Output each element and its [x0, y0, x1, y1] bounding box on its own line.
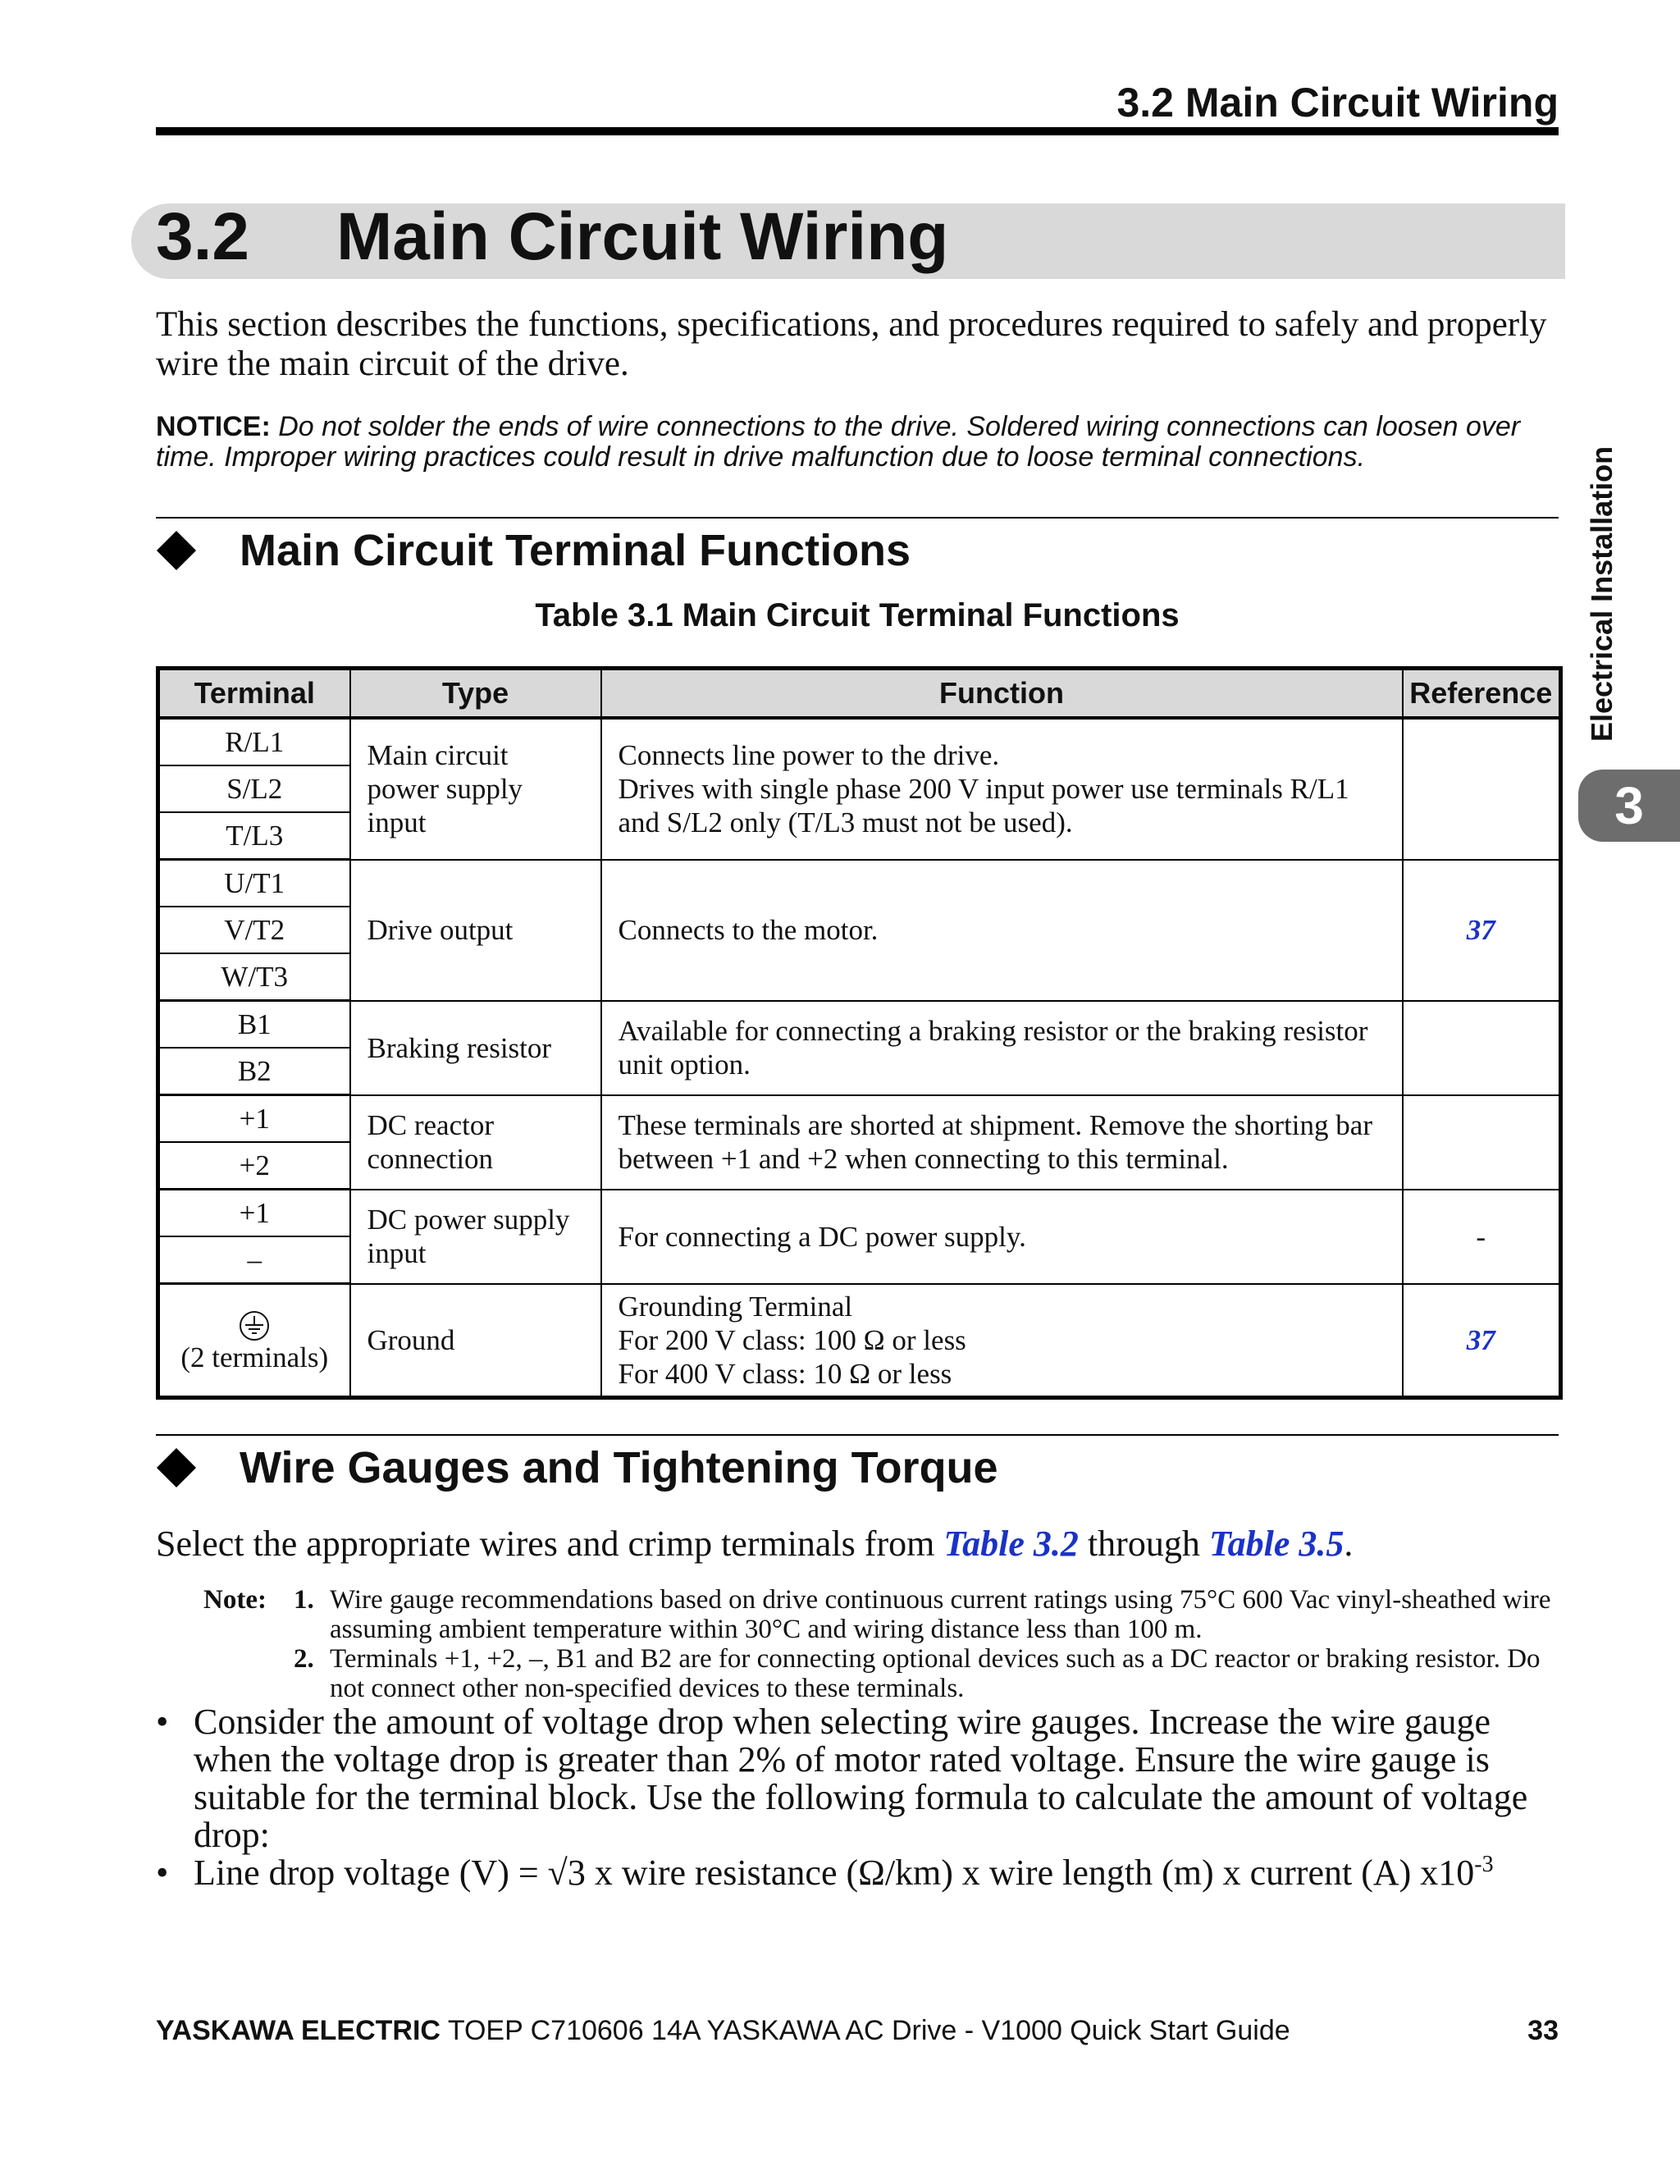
formula-exponent: -3 — [1474, 1852, 1494, 1877]
subsection-title: Main Circuit Terminal Functions — [240, 526, 911, 575]
type-cell: Main circuit power supply input — [350, 718, 601, 860]
function-line: For 200 V class: 100 Ω or less — [618, 1323, 966, 1356]
page-reference-link[interactable]: 37 — [1466, 914, 1495, 946]
function-line: Drives with single phase 200 V input power use terminals R/L1 and S/L2 only (T/L3 must not be used). — [618, 773, 1349, 839]
type-cell: Drive output — [350, 860, 601, 1001]
bullet-text — [194, 1854, 1494, 1892]
page-reference-link[interactable]: 37 — [1466, 1323, 1495, 1356]
column-header: Type — [350, 669, 601, 719]
terminal-cell: – — [158, 1236, 350, 1284]
reference-cell — [1403, 1284, 1561, 1398]
header-rule — [156, 127, 1559, 135]
subsection-title: Wire Gauges and Tightening Torque — [240, 1443, 998, 1492]
bullet-text: Consider the amount of voltage drop when selecting wire gauges. Increase the wire gauge when the voltage drop is greater than 2% of motor rated voltage. Ensure the wire gauge is suitable for the terminal block. Use the following formula to calculate the amount of voltage drop: — [194, 1702, 1528, 1855]
wire-gauge-intro — [156, 1523, 1567, 1565]
intro-text: Select the appropriate wires and crimp terminals from — [156, 1524, 944, 1564]
function-line: Connects to the motor. — [618, 914, 879, 946]
column-header: Terminal — [158, 669, 350, 719]
function-line: These terminals are shorted at shipment. Remove the shorting bar between +1 and +2 when connecting to this terminal. — [618, 1109, 1372, 1175]
type-cell: DC power supply input — [350, 1190, 601, 1284]
intro-text: through — [1078, 1524, 1209, 1564]
note-item — [203, 1644, 1565, 1703]
terminal-cell — [158, 1284, 350, 1398]
notice-label: NOTICE: — [156, 411, 271, 442]
section-number: 3.2 — [156, 199, 249, 274]
table-row — [158, 1095, 1561, 1143]
chapter-tab[interactable]: 3 — [1578, 770, 1680, 842]
table-row — [158, 1284, 1561, 1398]
terminal-cell: +1 — [158, 1095, 350, 1143]
reference-cell — [1403, 1095, 1561, 1190]
table-row — [158, 1190, 1561, 1237]
divider — [156, 517, 1559, 519]
terminal-cell: W/T3 — [158, 953, 350, 1001]
function-line: For connecting a DC power supply. — [618, 1220, 1026, 1253]
diamond-bullet-icon — [157, 1448, 196, 1487]
subsection-heading-terminals — [156, 525, 911, 576]
section-intro: This section describes the functions, specifications, and procedures required to safely and properly wire the main circuit of the drive. — [156, 305, 1547, 383]
terminal-cell: T/L3 — [158, 812, 350, 860]
function-line: Available for connecting a braking resistor or the braking resistor unit option. — [618, 1015, 1368, 1081]
terminal-cell: S/L2 — [158, 765, 350, 812]
table-link[interactable]: Table 3.2 — [943, 1524, 1079, 1564]
function-line: For 400 V class: 10 Ω or less — [618, 1357, 952, 1390]
notes-block — [203, 1585, 1565, 1703]
column-header: Reference — [1403, 669, 1561, 719]
reference-cell — [1403, 1001, 1561, 1095]
note-text: Terminals +1, +2, –, B1 and B2 are for connecting optional devices such as a DC reactor or braking resistor. Do not connect other non-specified devices to these terminals. — [330, 1644, 1541, 1703]
function-line: Connects line power to the drive. — [618, 739, 1000, 772]
function-cell — [601, 718, 1403, 860]
list-item — [156, 1703, 1567, 1854]
terminal-cell: +1 — [158, 1190, 350, 1237]
bullet-list — [156, 1703, 1567, 1892]
reference-cell — [1403, 860, 1561, 1001]
terminal-cell: U/T1 — [158, 860, 350, 907]
function-cell — [601, 1284, 1403, 1398]
ground-symbol-icon — [240, 1311, 269, 1341]
intro-text: . — [1344, 1524, 1354, 1564]
bullet-dot-icon: • — [156, 1702, 169, 1742]
terminal-functions-table — [156, 666, 1563, 1400]
note-number: 2. — [294, 1644, 314, 1674]
table-caption: Table 3.1 Main Circuit Terminal Functions — [535, 597, 1180, 633]
note-label: Note: — [203, 1585, 267, 1615]
running-header: 3.2 Main Circuit Wiring — [1116, 80, 1559, 126]
column-header: Function — [601, 669, 1403, 719]
function-cell — [601, 1095, 1403, 1190]
terminal-cell: V/T2 — [158, 907, 350, 953]
function-cell — [601, 1001, 1403, 1095]
terminal-count: (2 terminals) — [180, 1341, 329, 1373]
note-number: 1. — [294, 1585, 314, 1615]
page-footer — [156, 2015, 1559, 2047]
type-cell: Ground — [350, 1284, 601, 1398]
type-cell: Braking resistor — [350, 1001, 601, 1095]
divider — [156, 1434, 1559, 1436]
note-text: Wire gauge recommendations based on drive continuous current ratings using 75°C 600 Vac vinyl-sheathed wire assuming ambient temperature within 30°C and wiring distance less than 100 m. — [330, 1585, 1551, 1644]
type-cell: DC reactor connection — [350, 1095, 601, 1190]
function-line: Grounding Terminal — [618, 1290, 853, 1323]
footer-doc: TOEP C710606 14A YASKAWA AC Drive - V1000 Quick Start Guide — [440, 2015, 1290, 2046]
diamond-bullet-icon — [157, 531, 196, 570]
terminal-cell: B2 — [158, 1048, 350, 1095]
function-cell — [601, 1190, 1403, 1284]
bullet-dot-icon: • — [156, 1853, 169, 1893]
side-tab-label: Electrical Installation — [1585, 445, 1618, 742]
footer-brand: YASKAWA ELECTRIC — [156, 2015, 441, 2046]
table-header-row — [158, 669, 1561, 719]
page-number: 33 — [1527, 2015, 1559, 2046]
notice-text: Do not solder the ends of wire connections to the drive. Soldered wiring connections can loosen over time. Improper wiring practices could result in drive malfunction due to loose terminal connections. — [156, 411, 1521, 473]
terminal-cell: B1 — [158, 1001, 350, 1049]
reference-cell — [1403, 718, 1561, 860]
formula: Line drop voltage (V) = √3 x wire resistance (Ω/km) x wire length (m) x current (A) x10 — [194, 1853, 1475, 1893]
table-link[interactable]: Table 3.5 — [1208, 1524, 1344, 1564]
subsection-heading-wire-gauges — [156, 1442, 998, 1493]
terminal-cell: R/L1 — [158, 718, 350, 765]
table-row — [158, 1001, 1561, 1049]
notice — [156, 412, 1567, 473]
list-item — [156, 1854, 1567, 1892]
section-title: Main Circuit Wiring — [336, 199, 949, 274]
terminal-cell: +2 — [158, 1142, 350, 1190]
table-row — [158, 718, 1561, 765]
reference-cell: - — [1403, 1190, 1561, 1284]
note-item — [203, 1585, 1565, 1644]
function-cell — [601, 860, 1403, 1001]
table-row — [158, 860, 1561, 907]
